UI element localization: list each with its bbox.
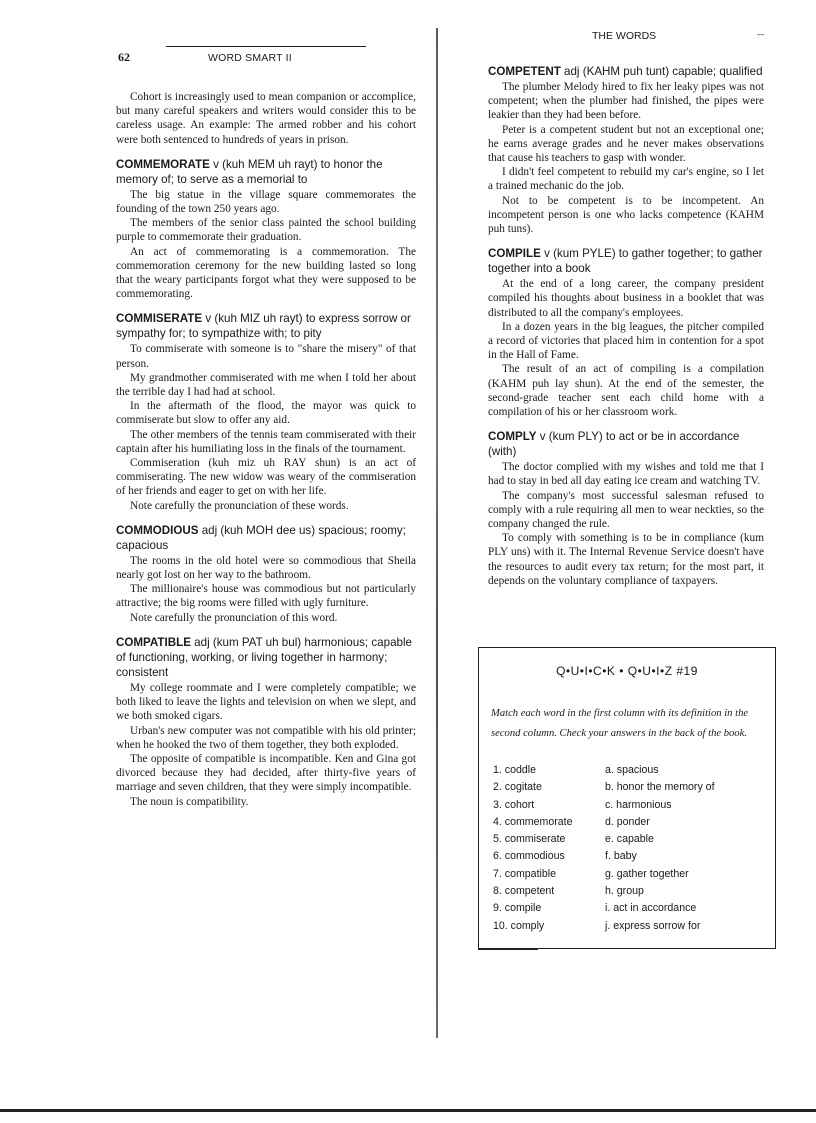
quiz-definition: b. honor the memory of (605, 781, 715, 794)
entry-paragraph: The big statue in the village square commemorates the founding of the town 250 years ago. (116, 188, 416, 216)
entry-headword (116, 311, 416, 341)
quiz-definition: f. baby (605, 850, 637, 863)
entry-definition: adj (KAHM puh tunt) capable; qualified (564, 65, 763, 78)
quiz-item (493, 816, 765, 833)
dictionary-entry (488, 246, 764, 419)
quiz-word: 2. cogitate (493, 781, 542, 794)
quiz-word: 1. coddle (493, 764, 536, 776)
quiz-instructions: Match each word in the first column with its definition in the second column. Check your answers in the back of the book. (491, 708, 749, 739)
entry-definition: adj (kum PAT uh bul) harmonious; capable of functioning, working, or living together in harmony; consistent (116, 635, 412, 679)
quiz-definition: h. group (605, 885, 644, 898)
entry-definition: v (kum PYLE) to gather together; to gather together into a book (488, 247, 763, 276)
entry-paragraph: The plumber Melody hired to fix her leaky pipes was not competent; when the plumber had finished, the pipes were leakier than they had been before. (488, 81, 764, 122)
quiz-item (493, 902, 765, 919)
entry-paragraph: Note carefully the pronunciation of this word. (130, 611, 338, 624)
entry-paragraph: Note carefully the pronunciation of these words. (130, 499, 349, 512)
quiz-item (493, 920, 765, 937)
entry-paragraph: My grandmother commiserated with me when I told her about the terrible day I had had at school. (116, 371, 416, 399)
entry-paragraph: Not to be competent is to be incompetent. An incompetent person is one who lacks competence (KAHM puh tuns). (488, 194, 764, 236)
quiz-definition: a. spacious (605, 764, 659, 776)
entry-word: COMPATIBLE (116, 635, 191, 649)
entry-word: COMPLY (488, 430, 537, 444)
dictionary-entry (116, 635, 416, 809)
book-title: WORD SMART II (208, 52, 292, 64)
quiz-word: 6. commodious (493, 850, 565, 863)
quiz-list (493, 764, 765, 937)
quiz-word: 10. comply (493, 919, 545, 932)
quiz-definition: g. gather together (605, 867, 689, 880)
quiz-item (493, 764, 765, 781)
entry-paragraph: The noun is compatibility. (130, 795, 249, 808)
quiz-word: 3. cohort (493, 798, 535, 811)
quiz-item (493, 868, 765, 885)
header-mark: ˗˗ (757, 28, 765, 40)
entry-paragraph: In the aftermath of the flood, the mayor was quick to commiserate but slow to offer any aid. (116, 400, 416, 427)
quiz-definition: j. express sorrow for (605, 919, 701, 932)
quiz-item (493, 850, 765, 867)
entry-headword (116, 157, 416, 187)
quiz-word: 9. compile (493, 902, 542, 915)
entry-paragraph: The company's most successful salesman refused to comply with a rule requiring all men to wear neckties, so the company changed the rule. (488, 489, 764, 531)
quiz-word: 5. commiserate (493, 833, 566, 846)
quiz-bottom-rule (478, 949, 538, 950)
entry-headword (488, 246, 764, 276)
entry-headword (116, 635, 416, 680)
dictionary-entry (116, 311, 416, 512)
entry-word: COMMISERATE (116, 312, 203, 326)
entry-paragraph: The result of an act of compiling is a compilation (KAHM puh lay shun). At the end of the semester, the second-grade teacher sent each child home with a compilation of his or her classroom work. (488, 363, 764, 419)
entry-paragraph: My college roommate and I were completely compatible; we both liked to leave the lights and television on when we slept, and we both smoked cigars. (116, 681, 416, 723)
page-gutter (436, 28, 438, 1038)
entry-word: COMPETENT (488, 65, 561, 78)
quiz-item (493, 885, 765, 902)
entry-definition: v (kuh MEM uh rayt) to honor the memory of; to serve as a memorial to (116, 157, 383, 186)
entry-paragraph: In a dozen years in the big leagues, the pitcher compiled a record of victories that placed him in contention for a spot in the Hall of Fame. (488, 320, 764, 362)
section-title: THE WORDS (592, 30, 657, 42)
quiz-definition: c. harmonious (605, 798, 672, 811)
dictionary-entry (116, 523, 416, 625)
entry-definition: adj (kuh MOH dee us) spacious; roomy; capacious (116, 523, 406, 552)
dictionary-entry (116, 157, 416, 302)
quiz-definition: d. ponder (605, 815, 650, 828)
quick-quiz-box (478, 647, 776, 949)
entry-paragraph: To commiserate with someone is to "share the misery" of that person. (116, 343, 416, 370)
entry-word: COMMODIOUS (116, 523, 199, 537)
dictionary-entry (116, 90, 416, 147)
entry-paragraph: Urban's new computer was not compatible with his old printer; when he hooked the two of them together, they both exploded. (116, 724, 416, 751)
entry-headword (488, 64, 764, 79)
entry-paragraph: The opposite of compatible is incompatible. Ken and Gina got divorced because they had decided, after thirty-five years of marriage and seven children, that they were simply incompatible. (116, 752, 416, 794)
entry-paragraph: The doctor complied with my wishes and told me that I had to stay in bed all day eating ice cream and watching TV. (488, 461, 764, 488)
entry-paragraph: Peter is a competent student but not an exceptional one; he earns average grades and he never makes observations that cause his teachers to gasp with wonder. (488, 123, 764, 165)
entry-paragraph: To comply with something is to be in compliance (kum PLY uns) with it. The Internal Revenue Service doesn't have the resources to audit every tax return; for the most part, it depends on the voluntary compliance of taxpayers. (488, 532, 764, 587)
page-number: 62 (118, 50, 130, 64)
dictionary-entry (488, 64, 764, 236)
entry-headword (488, 429, 764, 459)
quiz-definition: e. capable (605, 833, 654, 846)
page-bottom-edge (0, 1109, 816, 1112)
quiz-item (493, 799, 765, 816)
entry-paragraph: An act of commemorating is a commemoration. The commemoration ceremony for the new building lasted so long that the weary participants forgot what they were supposed to be commemorating. (116, 245, 416, 301)
entry-paragraph: Cohort is increasingly used to mean companion or accomplice, but many careful speakers and writers would consider this to be careless usage. An example: The armed robber and his cohort were both sentenced to hundreds of years in prison. (116, 91, 416, 146)
entry-word: COMMEMORATE (116, 157, 210, 171)
header-rule (166, 46, 366, 47)
entry-definition: v (kuh MIZ uh rayt) to express sorrow or sympathy for; to sympathize with; to pity (116, 312, 411, 341)
quiz-item (493, 833, 765, 850)
entry-paragraph: At the end of a long career, the company president compiled his thoughts about business in a booklet that was distributed to all the company's employees. (488, 278, 764, 319)
quiz-item (493, 781, 765, 798)
entry-paragraph: Commiseration (kuh miz uh RAY shun) is an act of commiserating. The new widow was weary of the commiseration of her friends and eager to get on with her life. (116, 457, 416, 498)
entry-paragraph: The members of the senior class painted the school building purple to commemorate their graduation. (116, 217, 416, 244)
entry-definition: v (kum PLY) to act or be in accordance (with) (488, 430, 740, 459)
quiz-word: 4. commemorate (493, 815, 573, 828)
left-page-header (112, 46, 362, 66)
dictionary-entry (488, 429, 764, 588)
entry-paragraph: I didn't feel competent to rebuild my car's engine, so I let a trained mechanic do the job. (488, 166, 764, 193)
entry-paragraph: The millionaire's house was commodious but not particularly attractive; the big rooms were filled with ugly furniture. (116, 583, 416, 610)
quiz-word: 8. competent (493, 885, 555, 898)
left-column (116, 90, 416, 819)
entry-paragraph: The rooms in the old hotel were so commodious that Sheila nearly got lost on her way to the bathroom. (116, 554, 416, 582)
entry-word: COMPILE (488, 247, 541, 261)
entry-paragraph: The other members of the tennis team commiserated with their captain after his humiliating loss in the finals of the tournament. (116, 428, 416, 455)
quiz-definition: i. act in accordance (605, 902, 697, 915)
quiz-word: 7. compatible (493, 867, 557, 880)
right-column (488, 64, 764, 598)
entry-headword (116, 523, 416, 553)
quiz-title: Q•U•I•C•K • Q•U•I•Z #19 (556, 664, 698, 678)
